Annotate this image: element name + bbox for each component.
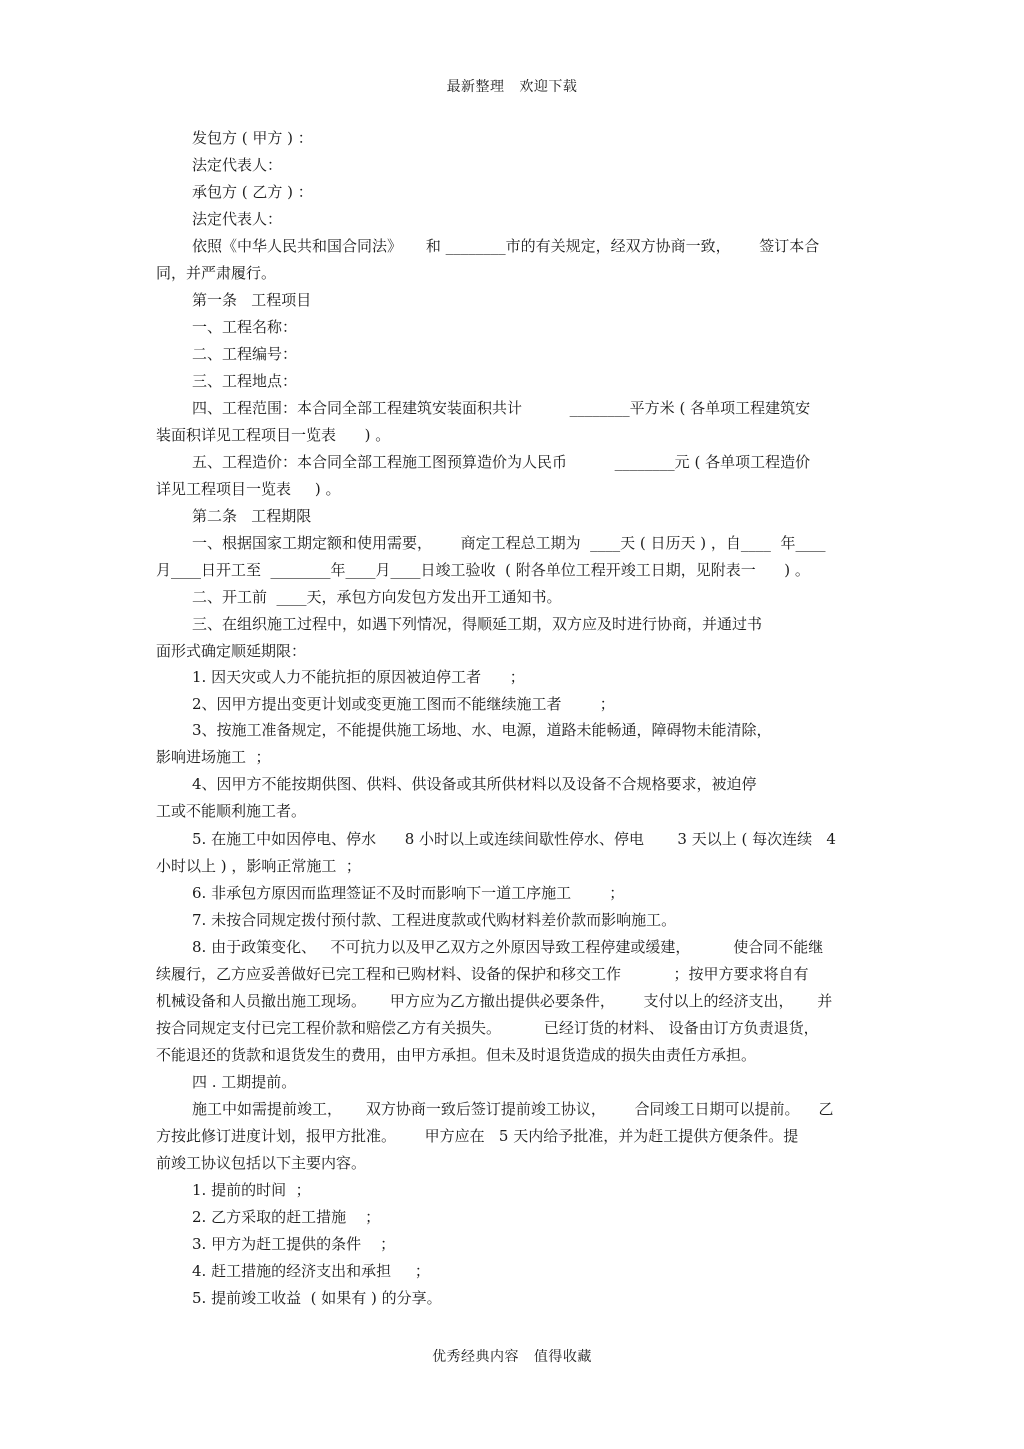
list-item: 工或不能顺利施工者。 [156, 802, 307, 820]
clause-line: 二、工程编号： [192, 345, 298, 363]
clause-line: 月____日开工至 ________年____月____日竣工验收 ( 附各单位工程开竣工日期，见附表一 ) 。 [156, 561, 810, 579]
clause-line: 四、工程范围：本合同全部工程建筑安装面积共计 ________平方米 ( 各单项工程建筑安 [192, 399, 811, 417]
list-item: 2、因甲方提出变更计划或变更施工图而不能继续施工者 ； [192, 695, 615, 713]
list-item: 8. 由于政策变化、 不可抗力以及甲乙双方之外原因导致工程停建或缓建， 使合同不能继 [192, 938, 824, 956]
list-item: 3、按施工准备规定，不能提供施工场地、水、电源，道路未能畅通，障碍物未能清除， [192, 721, 772, 739]
list-item: 5. 在施工中如因停电、停水 8 小时以上或连续间歇性停水、停电 3 天以上 ( 每次连续 4 [192, 830, 836, 848]
list-item: 5. 提前竣工收益 ( 如果有 ) 的分享。 [192, 1289, 442, 1307]
clause-line: 前竣工协议包括以下主要内容。 [156, 1154, 367, 1172]
legal-rep-a-line: 法定代表人： [192, 156, 283, 174]
preamble-line: 同，并严肃履行。 [156, 264, 277, 282]
legal-rep-b-line: 法定代表人： [192, 210, 283, 228]
list-item: 6. 非承包方原因而监理签证不及时而影响下一道工序施工 ； [192, 884, 625, 902]
clause-line: 施工中如需提前竣工， 双方协商一致后签订提前竣工协议， 合同竣工日期可以提前。 乙 [192, 1100, 834, 1118]
clause-line: 五、工程造价：本合同全部工程施工图预算造价为人民币 ________元 ( 各单项工程造价 [192, 453, 811, 471]
clause-line: 三、在组织施工过程中，如遇下列情况，得顺延工期，双方应及时进行协商，并通过书 [192, 615, 763, 633]
list-item: 影响进场施工 ； [156, 748, 271, 766]
party-b-line: 承包方 ( 乙方 ) ： [192, 183, 313, 201]
list-item: 1. 提前的时间 ； [192, 1181, 311, 1199]
list-item: 1. 因天灾或人力不能抗拒的原因被迫停工者 ； [192, 668, 525, 686]
clause-line: 装面积详见工程项目一览表 ) 。 [156, 426, 391, 444]
page-footer: 优秀经典内容 值得收藏 [432, 1349, 592, 1365]
list-item: 机械设备和人员撤出施工现场。 甲方应为乙方撤出提供必要条件， 支付以上的经济支出， 并 [156, 992, 833, 1010]
list-item: 续履行，乙方应妥善做好已完工程和已购材料、设备的保护和移交工作 ；按甲方要求将自有 [156, 965, 809, 983]
clause-line: 一、根据国家工期定额和使用需要， 商定工程总工期为 ____天 ( 日历天 ) ，自____ 年____ [192, 534, 826, 552]
list-item: 3. 甲方为赶工提供的条件 ； [192, 1235, 396, 1253]
list-item: 按合同规定支付已完工程价款和赔偿乙方有关损失。 已经订货的材料、 设备由订方负责退货， [156, 1019, 819, 1037]
clause-line: 详见工程项目一览表 ) 。 [156, 480, 341, 498]
page-header: 最新整理 欢迎下载 [446, 79, 578, 95]
list-item: 4、因甲方不能按期供图、供料、供设备或其所供材料以及设备不合规格要求，被迫停 [192, 775, 757, 793]
clause-line: 面形式确定顺延期限： [156, 642, 307, 660]
list-item: 7. 未按合同规定拨付预付款、工程进度款或代购材料差价款而影响施工。 [192, 911, 677, 929]
list-item: 小时以上 ) ，影响正常施工 ； [156, 857, 361, 875]
clause-line: 三、工程地点： [192, 372, 298, 390]
clause-line: 二、开工前 ____天，承包方向发包方发出开工通知书。 [192, 588, 562, 606]
list-item: 4. 赶工措施的经济支出和承担 ； [192, 1262, 430, 1280]
article-heading: 第二条 工程期限 [192, 507, 312, 525]
section-heading: 四 . 工期提前。 [192, 1073, 297, 1091]
party-a-line: 发包方 ( 甲方 ) ： [192, 129, 313, 147]
article-heading: 第一条 工程项目 [192, 291, 312, 309]
clause-line: 方按此修订进度计划，报甲方批准。 甲方应在 5 天内给予批准，并为赶工提供方便条件。提 [156, 1127, 799, 1145]
preamble-line: 依照《中华人民共和国合同法》 和 ________市的有关规定，经双方协商一致， 签订本合 [192, 237, 820, 255]
clause-line: 一、工程名称： [192, 318, 298, 336]
list-item: 不能退还的货款和退货发生的费用，由甲方承担。但未及时退货造成的损失由责任方承担。 [156, 1046, 757, 1064]
list-item: 2. 乙方采取的赶工措施 ； [192, 1208, 381, 1226]
